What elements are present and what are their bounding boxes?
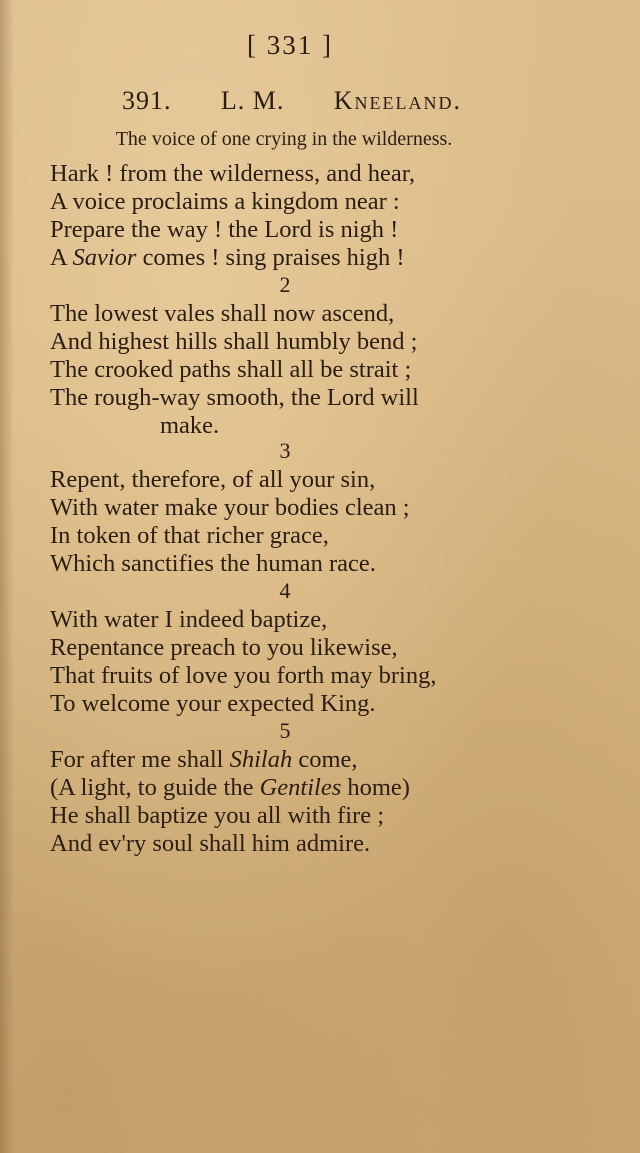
binding-edge bbox=[0, 0, 14, 1153]
verse-line: Prepare the way ! the Lord is nigh ! bbox=[50, 215, 399, 243]
italic-word: Savior bbox=[72, 243, 137, 271]
verse-line: And highest hills shall humbly bend ; bbox=[50, 327, 418, 355]
italic-word: Gentiles bbox=[259, 773, 342, 801]
verse-line: Repentance preach to you likewise, bbox=[50, 633, 398, 661]
verse-5 bbox=[50, 746, 530, 858]
verse-3 bbox=[50, 466, 530, 578]
verse-line bbox=[50, 746, 530, 774]
verse-line: Hark ! from the wilderness, and hear, bbox=[50, 160, 416, 187]
hymn-meter: L. M. bbox=[220, 86, 285, 115]
hymn-tune: Kneeland. bbox=[333, 86, 462, 115]
text-run: home) bbox=[341, 773, 410, 801]
text-run: (A light, to guide the bbox=[50, 773, 260, 801]
hymn-subtitle: The voice of one crying in the wilderness. bbox=[115, 128, 453, 150]
text-run: A bbox=[50, 243, 73, 271]
verse-number: 5 bbox=[279, 718, 291, 743]
verse-line: Repent, therefore, of all your sin, bbox=[50, 466, 376, 493]
text-run: comes ! sing praises high ! bbox=[136, 243, 405, 271]
verse-line: That fruits of love you forth may bring, bbox=[50, 661, 437, 689]
verse-line: He shall baptize you all with fire ; bbox=[50, 801, 385, 829]
italic-word: Shilah bbox=[229, 746, 293, 773]
verse-line: A voice proclaims a kingdom near : bbox=[50, 187, 400, 215]
verse-line bbox=[50, 774, 530, 802]
verse-line: The lowest vales shall now ascend, bbox=[50, 300, 395, 327]
verse-line: To welcome your expected King. bbox=[50, 689, 376, 717]
verse-2 bbox=[50, 300, 530, 440]
verse-line: The rough-way smooth, the Lord will bbox=[50, 383, 419, 411]
verse-number: 3 bbox=[279, 438, 291, 463]
page-number: [ 331 ] bbox=[247, 30, 333, 60]
hymn-header bbox=[122, 86, 462, 116]
verse-line: With water I indeed baptize, bbox=[50, 606, 328, 633]
verse-line: In token of that richer grace, bbox=[50, 521, 329, 549]
verse-line: Which sanctifies the human race. bbox=[50, 549, 376, 577]
verse-number: 2 bbox=[279, 272, 291, 297]
verse-line bbox=[50, 244, 530, 272]
verse-line: And ev'ry soul shall him admire. bbox=[50, 829, 371, 857]
verse-line: With water make your bodies clean ; bbox=[50, 493, 410, 521]
verse-1 bbox=[50, 160, 530, 272]
hymn-number: 391. bbox=[122, 86, 172, 115]
text-run: come, bbox=[292, 746, 358, 773]
verse-line-continuation: make. bbox=[160, 411, 220, 439]
text-run: For after me shall bbox=[50, 746, 230, 773]
verse-line: The crooked paths shall all be strait ; bbox=[50, 355, 412, 383]
verse-4 bbox=[50, 606, 530, 718]
verse-number: 4 bbox=[279, 578, 291, 603]
